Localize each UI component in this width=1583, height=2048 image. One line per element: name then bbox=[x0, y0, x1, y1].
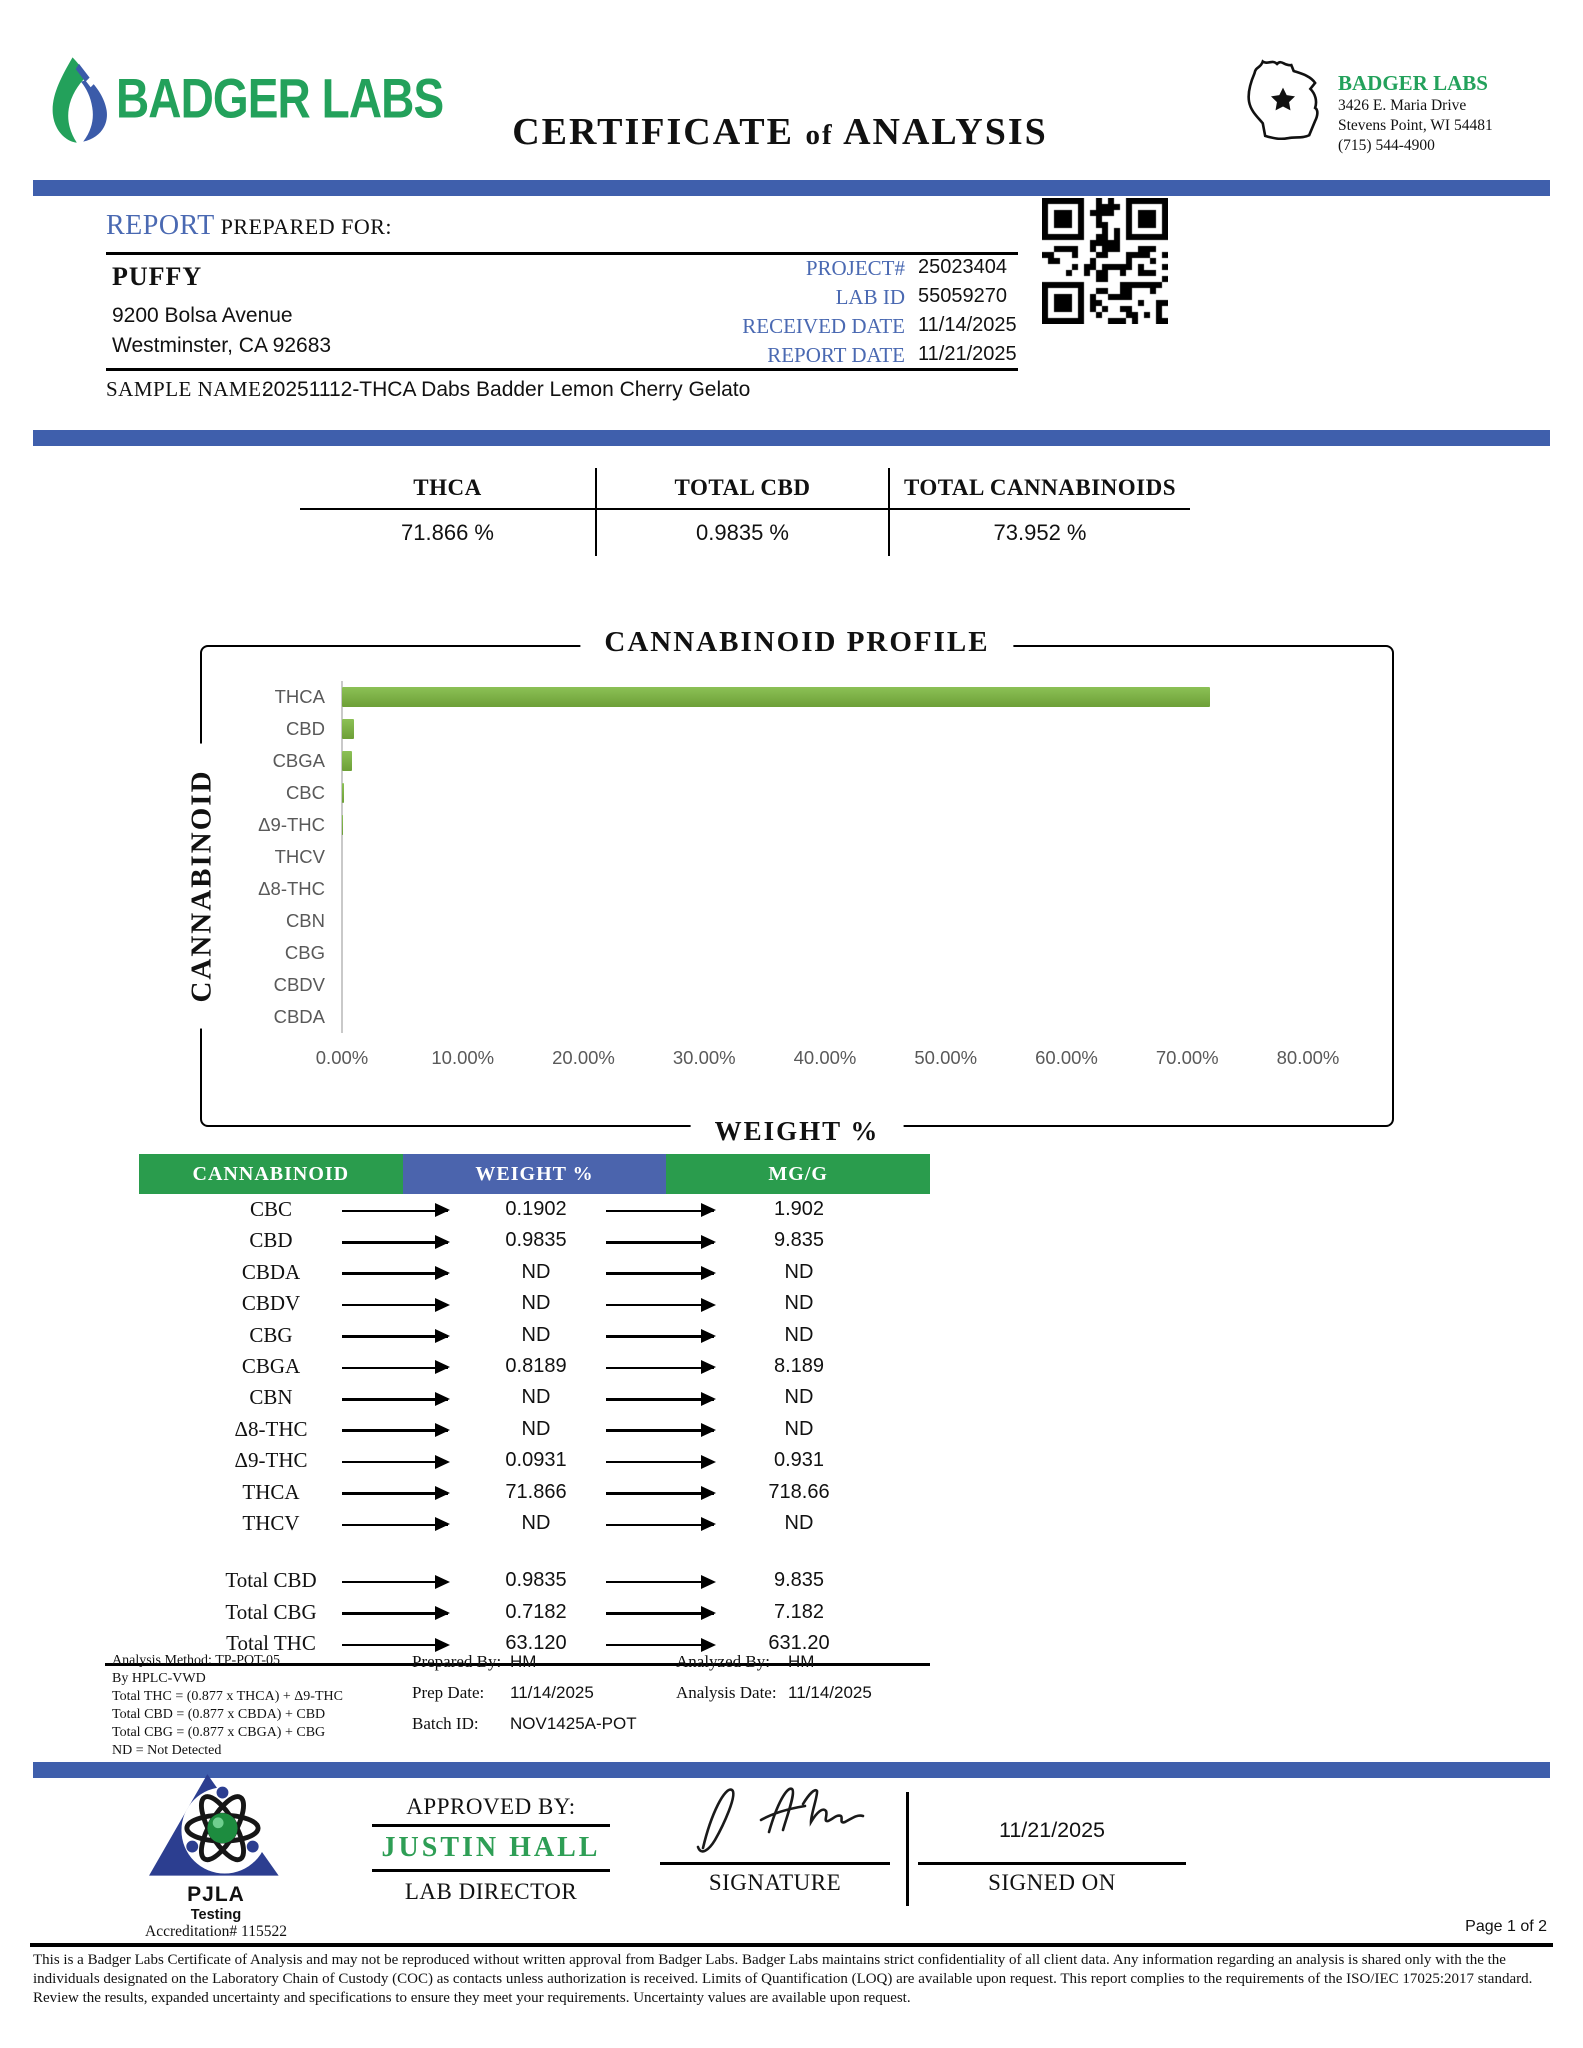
arrow-icon bbox=[342, 1272, 448, 1275]
prepared-by-block bbox=[412, 1652, 637, 1745]
cannabinoid-name: CBC bbox=[249, 1197, 293, 1221]
arrow-icon bbox=[606, 1272, 714, 1275]
weight-percent-value: 0.7182 bbox=[505, 1600, 567, 1623]
cannabinoid-name: Total CBD bbox=[225, 1568, 317, 1593]
chart-plot-area bbox=[202, 681, 1392, 1033]
report-heading-secondary: PREPARED FOR: bbox=[220, 214, 393, 239]
cannabinoid-name: Δ9-THC bbox=[234, 1448, 308, 1473]
table-row bbox=[139, 1414, 930, 1445]
weight-percent-value: 0.0931 bbox=[505, 1449, 567, 1472]
results-header-cell: WEIGHT % bbox=[403, 1154, 667, 1194]
approved-by-block bbox=[372, 1794, 610, 1905]
weight-percent-value: 0.1902 bbox=[505, 1198, 567, 1220]
arrow-icon bbox=[342, 1524, 448, 1527]
lab-phone: (715) 544-4900 bbox=[1338, 137, 1435, 154]
chart-x-tick: 50.00% bbox=[914, 1047, 978, 1068]
chart-y-axis-label: CANNABINOID bbox=[186, 743, 219, 1028]
mg-per-g-value: 9.835 bbox=[773, 1569, 825, 1592]
analysis-method-notes bbox=[112, 1652, 432, 1760]
cannabinoid-name: Total CBG bbox=[225, 1599, 317, 1624]
chart-bar bbox=[342, 687, 1210, 707]
summary-column bbox=[595, 468, 888, 556]
cannabinoid-name: THCV bbox=[242, 1510, 300, 1535]
cannabinoid-name: Total THC bbox=[226, 1631, 316, 1656]
sample-name-label: SAMPLE NAME: bbox=[106, 377, 268, 401]
summary-label: THCA bbox=[300, 468, 595, 510]
note-label: Prep Date: bbox=[412, 1683, 485, 1702]
prepared-row bbox=[412, 1652, 637, 1683]
note-value: 11/14/2025 bbox=[510, 1683, 594, 1702]
arrow-icon bbox=[606, 1524, 714, 1527]
chart-x-tick: 0.00% bbox=[315, 1047, 369, 1068]
chart-row bbox=[202, 745, 1392, 777]
weight-percent-value: 0.9835 bbox=[505, 1569, 567, 1592]
mg-per-g-value: 1.902 bbox=[773, 1198, 825, 1220]
chart-row bbox=[202, 841, 1392, 873]
document-title: CERTIFICATE of ANALYSIS bbox=[512, 111, 1048, 153]
chart-x-tick: 80.00% bbox=[1276, 1047, 1340, 1068]
note-label: Analysis Date: bbox=[676, 1683, 777, 1702]
arrow-icon bbox=[606, 1367, 714, 1370]
signature-rule bbox=[660, 1862, 890, 1865]
potency-summary bbox=[300, 468, 1190, 556]
chart-row bbox=[202, 681, 1392, 713]
chart-row bbox=[202, 905, 1392, 937]
arrow-icon bbox=[606, 1398, 714, 1401]
chart-x-tick: 20.00% bbox=[552, 1047, 615, 1068]
lab-address-line2: Stevens Point, WI 54481 bbox=[1338, 117, 1493, 134]
arrow-icon bbox=[342, 1461, 448, 1464]
meta-label: REPORT DATE bbox=[767, 343, 905, 367]
chart-row bbox=[202, 873, 1392, 905]
meta-row bbox=[600, 343, 1020, 367]
table-row bbox=[139, 1477, 930, 1508]
chart-category-label: CBD bbox=[285, 718, 325, 739]
chart-category-label: CBDV bbox=[273, 974, 325, 995]
chart-category-label: CBGA bbox=[272, 750, 325, 771]
weight-percent-value: ND bbox=[521, 1386, 551, 1409]
cannabinoid-name: CBD bbox=[249, 1228, 293, 1253]
results-header-cell: CANNABINOID bbox=[139, 1154, 403, 1194]
arrow-icon bbox=[606, 1210, 714, 1213]
mg-per-g-value: ND bbox=[784, 1323, 814, 1346]
results-table-body bbox=[139, 1194, 930, 1539]
note-label: Batch ID: bbox=[412, 1714, 479, 1733]
arrow-icon bbox=[606, 1429, 714, 1432]
report-heading-rule bbox=[106, 252, 1018, 255]
note-value: NOV1425A-POT bbox=[510, 1714, 637, 1733]
table-row bbox=[139, 1288, 930, 1319]
arrow-icon bbox=[606, 1581, 714, 1584]
table-row bbox=[139, 1320, 930, 1351]
meta-value: 55059270 bbox=[918, 285, 1007, 307]
client-address-line1: 9200 Bolsa Avenue bbox=[112, 304, 293, 327]
table-row bbox=[139, 1565, 930, 1596]
cannabinoid-name: CBN bbox=[249, 1385, 293, 1410]
results-table-header bbox=[139, 1154, 930, 1194]
chart-row bbox=[202, 937, 1392, 969]
summary-label: TOTAL CBD bbox=[597, 468, 888, 510]
prepared-row bbox=[412, 1683, 637, 1714]
arrow-icon bbox=[606, 1612, 714, 1615]
arrow-icon bbox=[606, 1335, 714, 1338]
arrow-icon bbox=[606, 1461, 714, 1464]
meta-value: 25023404 bbox=[918, 256, 1007, 278]
weight-percent-value: ND bbox=[521, 1292, 551, 1315]
meta-row bbox=[600, 256, 1020, 280]
analyzed-by-block bbox=[676, 1652, 872, 1714]
approver-title: LAB DIRECTOR bbox=[404, 1879, 578, 1904]
weight-percent-value: 71.866 bbox=[505, 1480, 567, 1503]
chart-category-label: Δ8-THC bbox=[258, 878, 325, 899]
chart-bar bbox=[342, 815, 343, 835]
lab-address-block bbox=[1338, 70, 1493, 156]
arrow-icon bbox=[342, 1398, 448, 1401]
table-row bbox=[139, 1508, 930, 1539]
table-row bbox=[139, 1351, 930, 1382]
chart-row bbox=[202, 809, 1392, 841]
signed-on-label: SIGNED ON bbox=[988, 1870, 1116, 1895]
pjla-logo-icon bbox=[140, 1772, 292, 1880]
meta-label: RECEIVED DATE bbox=[742, 314, 905, 338]
meta-value: 11/14/2025 bbox=[918, 314, 1017, 336]
chart-bar bbox=[342, 751, 352, 771]
mg-per-g-value: ND bbox=[784, 1386, 814, 1409]
chart-category-label: CBN bbox=[285, 910, 325, 931]
chart-row bbox=[202, 777, 1392, 809]
mg-per-g-value: ND bbox=[784, 1292, 814, 1315]
cannabinoid-name: CBDV bbox=[241, 1291, 301, 1316]
summary-value: 73.952 % bbox=[993, 520, 1087, 545]
sample-rule bbox=[106, 368, 1018, 371]
mg-per-g-value: 8.189 bbox=[773, 1354, 825, 1377]
table-row bbox=[139, 1194, 930, 1225]
signature-label: SIGNATURE bbox=[708, 1870, 842, 1895]
method-note-line: By HPLC-VWD bbox=[112, 1671, 206, 1686]
pjla-accreditation-block bbox=[140, 1772, 292, 1941]
mg-per-g-value: ND bbox=[784, 1511, 814, 1534]
arrow-icon bbox=[342, 1304, 448, 1307]
weight-percent-value: 0.8189 bbox=[505, 1354, 567, 1377]
method-note-line: Total CBG = (0.877 x CBGA) + CBG bbox=[112, 1725, 326, 1740]
prepared-row bbox=[412, 1714, 637, 1745]
mg-per-g-value: 631.20 bbox=[768, 1632, 830, 1655]
note-value: HM bbox=[788, 1652, 815, 1671]
mg-per-g-value: 718.66 bbox=[768, 1480, 830, 1503]
method-note-line: Total THC = (0.877 x THCA) + Δ9-THC bbox=[112, 1689, 343, 1704]
weight-percent-value: 0.9835 bbox=[505, 1229, 567, 1252]
cannabinoid-name: CBG bbox=[249, 1322, 293, 1347]
cannabinoid-name: THCA bbox=[242, 1479, 300, 1504]
cannabinoid-name: CBDA bbox=[241, 1259, 301, 1284]
arrow-icon bbox=[342, 1612, 448, 1615]
results-table bbox=[139, 1154, 930, 1659]
report-heading bbox=[106, 210, 392, 242]
client-address-line2: Westminster, CA 92683 bbox=[112, 334, 332, 357]
report-heading-primary: REPORT bbox=[106, 210, 215, 241]
page-number: Page 1 of 2 bbox=[1465, 1918, 1547, 1935]
chart-category-label: Δ9-THC bbox=[258, 814, 325, 835]
weight-percent-value: 63.120 bbox=[505, 1632, 567, 1655]
disclaimer-text: This is a Badger Labs Certificate of Analysis and may not be reproduced without written approval from Badger Labs. Badger Labs maintains strict confidentiality of all client data. Any information regarding an analysis is shared only with the the individuals designated on the Laboratory Chain of Custody (COC) as contacts unless authorization is received. Limits of Quantification (LOQ) are available upon request. This report complies to the requirements of the ISO/IEC 17025:2017 standard. Review the results, expanded uncertainty and specifications to ensure they meet your requirements. Uncertainty values are available upon request. bbox=[33, 1952, 1533, 2006]
chart-row bbox=[202, 969, 1392, 1001]
table-row bbox=[139, 1597, 930, 1628]
arrow-icon bbox=[606, 1241, 714, 1244]
meta-label: LAB ID bbox=[835, 285, 905, 309]
weight-percent-value: ND bbox=[521, 1511, 551, 1534]
analyzed-row bbox=[676, 1683, 872, 1714]
chart-bar bbox=[342, 783, 344, 803]
cannabinoid-profile-chart bbox=[185, 626, 1394, 1146]
chart-category-label: CBDA bbox=[273, 1006, 325, 1027]
method-note-line: Analysis Method: TP-POT-05 bbox=[112, 1653, 281, 1668]
cannabinoid-name: Δ8-THC bbox=[234, 1416, 308, 1441]
chart-x-tick: 10.00% bbox=[431, 1047, 495, 1068]
arrow-icon bbox=[342, 1492, 448, 1495]
arrow-icon bbox=[342, 1644, 448, 1647]
client-name: PUFFY bbox=[112, 262, 203, 291]
chart-category-label: CBG bbox=[284, 942, 325, 963]
chart-x-tick: 70.00% bbox=[1155, 1047, 1219, 1068]
approved-by-label: APPROVED BY: bbox=[406, 1794, 576, 1819]
disclaimer-rule bbox=[30, 1943, 1553, 1947]
results-table-totals bbox=[139, 1565, 930, 1659]
pjla-testing-label: Testing bbox=[190, 1907, 242, 1923]
signed-on-rule bbox=[918, 1862, 1186, 1865]
arrow-icon bbox=[606, 1644, 714, 1647]
meta-row bbox=[600, 314, 1020, 338]
qr-code bbox=[1042, 198, 1168, 324]
arrow-icon bbox=[342, 1335, 448, 1338]
weight-percent-value: ND bbox=[521, 1417, 551, 1440]
divider-bar-top bbox=[33, 180, 1550, 196]
table-row bbox=[139, 1225, 930, 1256]
chart-title: CANNABINOID PROFILE bbox=[580, 626, 1013, 659]
arrow-icon bbox=[342, 1429, 448, 1432]
results-header-cell: MG/G bbox=[666, 1154, 930, 1194]
brand-logo-text: BADGER LABS bbox=[116, 67, 444, 130]
arrow-icon bbox=[342, 1581, 448, 1584]
summary-column bbox=[888, 468, 1190, 556]
summary-column bbox=[300, 468, 595, 556]
arrow-icon bbox=[606, 1304, 714, 1307]
note-label: Prepared By: bbox=[412, 1652, 502, 1671]
method-note-line: Total CBD = (0.877 x CBDA) + CBD bbox=[112, 1707, 326, 1722]
divider-bar-middle bbox=[33, 430, 1550, 446]
cannabinoid-name: CBGA bbox=[241, 1353, 301, 1378]
weight-percent-value: ND bbox=[521, 1323, 551, 1346]
approved-rule-bottom bbox=[372, 1869, 610, 1872]
badger-labs-drop-icon bbox=[48, 56, 112, 144]
note-value: 11/14/2025 bbox=[788, 1683, 872, 1702]
mg-per-g-value: ND bbox=[784, 1417, 814, 1440]
summary-label: TOTAL CANNABINOIDS bbox=[890, 468, 1190, 510]
arrow-icon bbox=[606, 1492, 714, 1495]
chart-category-label: THCV bbox=[274, 846, 325, 867]
arrow-icon bbox=[342, 1367, 448, 1370]
signature-scribble bbox=[665, 1770, 885, 1860]
chart-x-axis-label: WEIGHT % bbox=[691, 1116, 904, 1147]
summary-value: 71.866 % bbox=[401, 520, 494, 545]
pjla-accreditation-number: Accreditation# 115522 bbox=[145, 1923, 287, 1940]
mg-per-g-value: ND bbox=[784, 1260, 814, 1283]
method-note-line: ND = Not Detected bbox=[112, 1743, 222, 1758]
analyzed-row bbox=[676, 1652, 872, 1683]
sample-name-value: 20251112-THCA Dabs Badder Lemon Cherry Gelato bbox=[262, 378, 751, 401]
pjla-org-label: PJLA bbox=[187, 1883, 245, 1906]
chart-category-label: THCA bbox=[274, 686, 325, 707]
note-value: HM bbox=[510, 1652, 537, 1671]
chart-row bbox=[202, 1001, 1392, 1033]
chart-row bbox=[202, 713, 1392, 745]
mg-per-g-value: 9.835 bbox=[773, 1229, 825, 1252]
weight-percent-value: ND bbox=[521, 1260, 551, 1283]
lab-address-line1: 3426 E. Maria Drive bbox=[1338, 97, 1467, 114]
note-label: Analyzed By: bbox=[676, 1652, 770, 1671]
footer-vertical-divider bbox=[906, 1792, 909, 1906]
mg-per-g-value: 0.931 bbox=[773, 1449, 825, 1472]
table-row bbox=[139, 1257, 930, 1288]
table-row bbox=[139, 1445, 930, 1476]
summary-value: 0.9835 % bbox=[696, 520, 789, 545]
chart-category-label: CBC bbox=[285, 782, 325, 803]
meta-label: PROJECT# bbox=[805, 256, 905, 280]
wisconsin-state-icon bbox=[1235, 52, 1331, 140]
meta-row bbox=[600, 285, 1020, 309]
arrow-icon bbox=[342, 1210, 448, 1213]
signed-on-date: 11/21/2025 bbox=[998, 1818, 1105, 1842]
arrow-icon bbox=[342, 1241, 448, 1244]
approver-name: JUSTIN HALL bbox=[381, 1832, 601, 1863]
chart-bar bbox=[342, 719, 354, 739]
mg-per-g-value: 7.182 bbox=[773, 1600, 825, 1623]
chart-x-tick: 30.00% bbox=[672, 1047, 736, 1068]
meta-value: 11/21/2025 bbox=[918, 343, 1017, 365]
approved-rule-top bbox=[372, 1824, 610, 1827]
chart-x-tick: 60.00% bbox=[1035, 1047, 1098, 1068]
chart-x-tick: 40.00% bbox=[793, 1047, 857, 1068]
lab-name: BADGER LABS bbox=[1338, 71, 1488, 95]
table-row bbox=[139, 1382, 930, 1413]
